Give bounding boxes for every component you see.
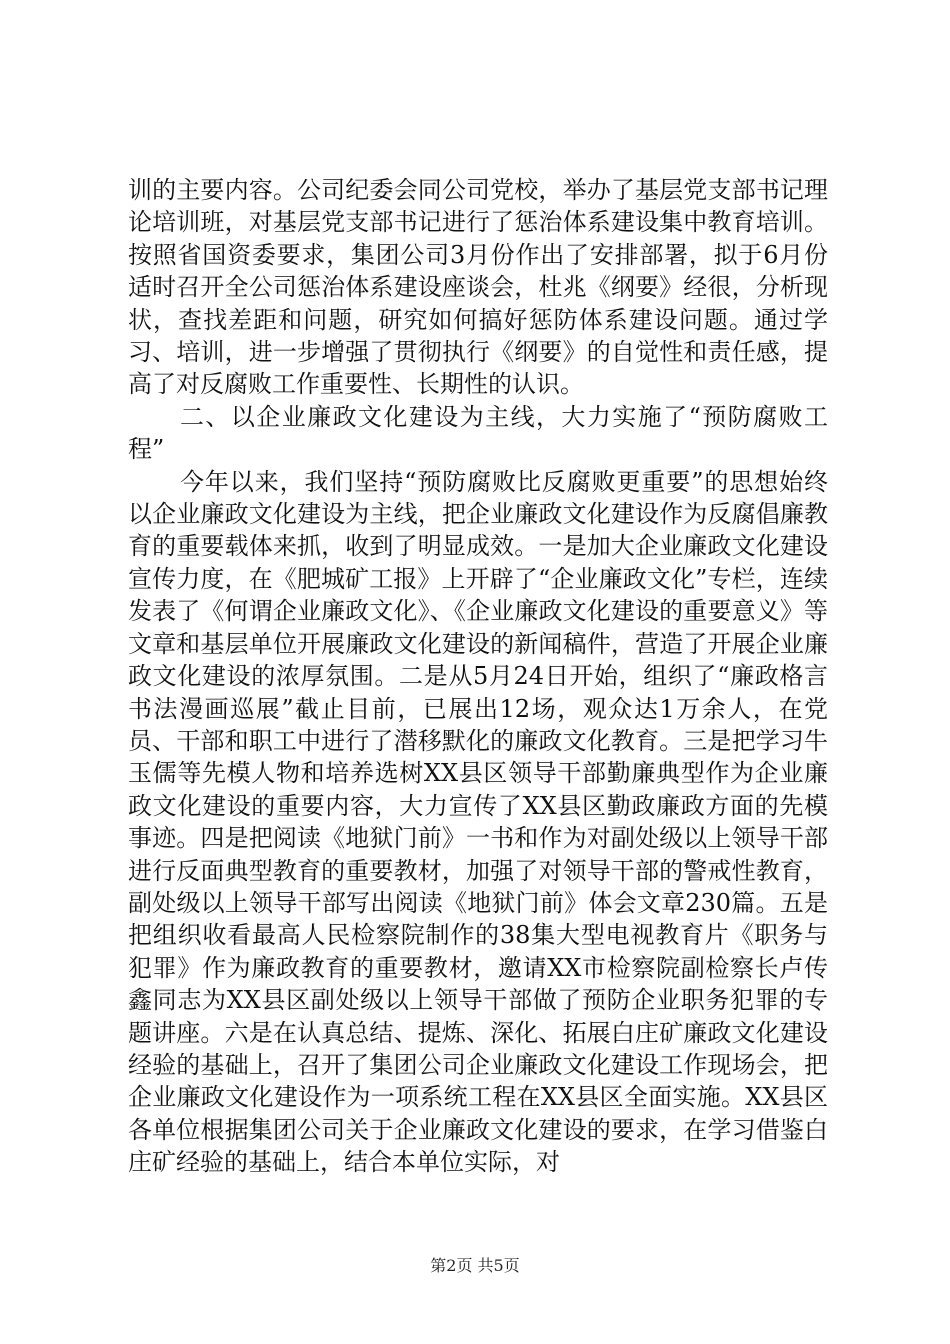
paragraph-culture-building: 今年以来，我们坚持“预防腐败比反腐败更重要”的思想始终以企业廉政文化建设为主线，把企业廉政文化建设作为反腐倡廉教育的重要载体来抓，收到了明显成效。一是加大企业廉政文化建设宣传力度，在《肥城矿工报》上开辟了“企业廉政文化”专栏，连续发表了《何谓企业廉政文化》、《企业廉政文化建设的重要意义》等文章和基层单位开展廉政文化建设的新闻稿件，营造了开展企业廉政文化建设的浓厚氛围。二是从5月24日开始，组织了“廉政格言书法漫画巡展”截止目前，已展出12场，观众达1万余人，在党员、干部和职工中进行了潜移默化的廉政文化教育。三是把学习牛玉儒等先模人物和培养选树XX县区领导干部勤廉典型作为企业廉政文化建设的重要内容，大力宣传了XX县区勤政廉政方面的先模事迹。四是把阅读《地狱门前》一书和作为对副处级以上领导干部进行反面典型教育的重要教材，加强了对领导干部的警戒性教育，副处级以上领导干部写出阅读《地狱门前》体会文章230篇。五是把组织收看最高人民检察院制作的38集大型电视教育片《职务与犯罪》作为廉政教育的重要教材，邀请XX市检察院副检察长卢传鑫同志为XX县区副处级以上领导干部做了预防企业职务犯罪的专题讲座。六是在认真总结、提炼、深化、拓展白庄矿廉政文化建设经验的基础上，召开了集团公司企业廉政文化建设工作现场会，把企业廉政文化建设作为一项系统工程在XX县区全面实施。XX县区各单位根据集团公司关于企业廉政文化建设的要求，在学习借鉴白庄矿经验的基础上，结合本单位实际，对 [128,467,828,1177]
paragraph-training-content: 训的主要内容。公司纪委会同公司党校，举办了基层党支部书记理论培训班，对基层党支部书记进行了惩治体系建设集中教育培训。按照省国资委要求，集团公司3月份作出了安排部署，拟于6月份适时召开全公司惩治体系建设座谈会，杜兆《纲要》经很，分析现状，查找差距和问题，研究如何搞好惩防体系建设问题。通过学习、培训，进一步增强了贯彻执行《纲要》的自觉性和责任感，提高了对反腐败工作重要性、长期性的认识。 [128,176,828,399]
document-body [128,174,828,1179]
section-heading-prevention-project: 二、以企业廉政文化建设为主线，大力实施了“预防腐败工程” [128,402,828,464]
page-footer: 第2页 共5页 [430,1256,520,1275]
